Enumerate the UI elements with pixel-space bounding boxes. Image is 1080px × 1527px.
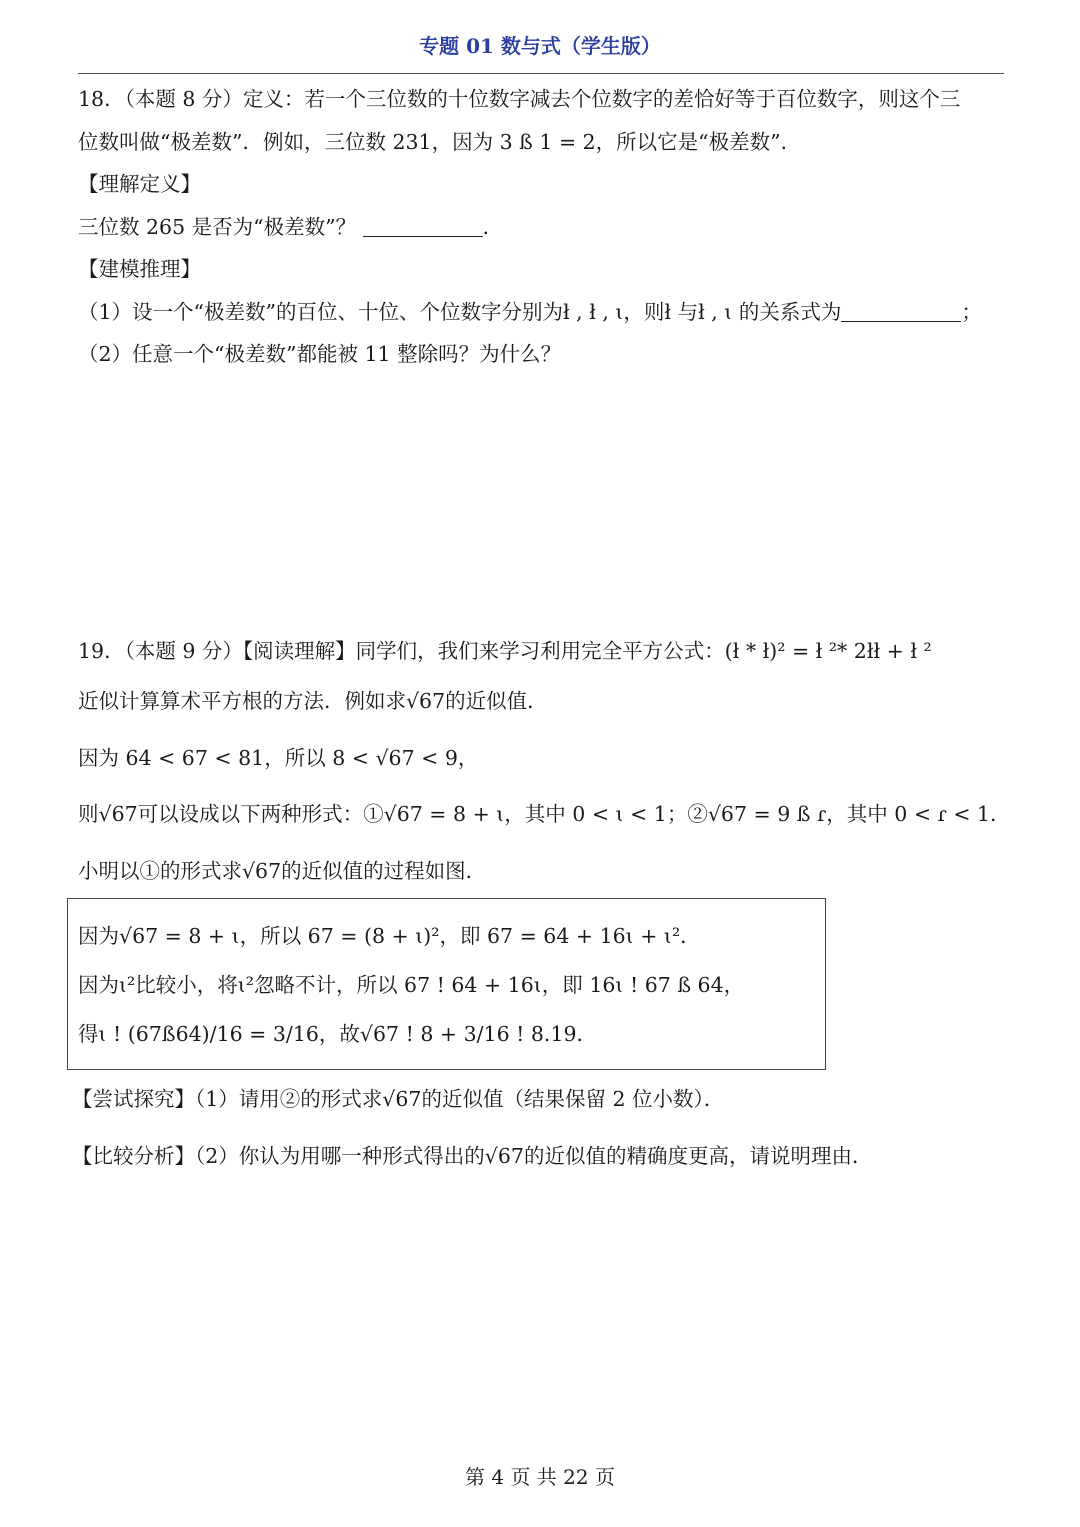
q18-section-model: 【建模推理】 [78, 257, 201, 281]
box-line2: 因为ɩ²比较小，将ɩ²忽略不计，所以 67 ! 64 + 16ɩ，即 16ɩ ! 67 ß 64， [78, 973, 745, 997]
q18-line2: 位数叫做“极差数”．例如，三位数 231，因为 3 ß 1 = 2，所以它是“极差数”． [78, 130, 802, 154]
q18-line1: 18．（本题 8 分）定义：若一个三位数的十位数字减去个位数字的差恰好等于百位数字，则这个三 [78, 87, 961, 111]
q18-sub1: （1）设一个“极差数”的百位、十位、个位数字分别为ł , ł , ɩ，则ł 与ł , ɩ 的关系式为 [78, 300, 842, 324]
header-divider [78, 73, 1004, 74]
q19-line4: 则√67可以设成以下两种形式：①√67 = 8 + ɩ，其中 0 < ɩ < 1；②√67 = 9 ß ɾ，其中 0 < ɾ < 1． [78, 802, 1011, 826]
box-line1: 因为√67 = 8 + ɩ，所以 67 = (8 + ɩ)²，即 67 = 64 + 16ɩ + ɩ²． [78, 924, 701, 948]
q19-line3: 因为 64 < 67 < 81，所以 8 < √67 < 9， [78, 746, 479, 770]
q18-line3 [78, 214, 503, 240]
q18-section-understand: 【理解定义】 [78, 172, 201, 196]
q19-line5: 小明以①的形式求√67的近似值的过程如图． [78, 859, 487, 883]
q18-sub2: （2）任意一个“极差数”都能被 11 整除吗？为什么？ [78, 342, 562, 366]
answer-blank[interactable] [363, 216, 483, 237]
box-line3: 得ɩ ! (67ß64)/16 = 3/16，故√67 ! 8 + 3/16 ! 8.19． [78, 1022, 598, 1046]
q19-line1: 19．（本题 9 分）【阅读理解】同学们，我们来学习利用完全平方公式：(ł * ł)² = ł ²* 2łł + ł ² [78, 639, 932, 663]
page-header-title: 专题 01 数与式（学生版） [419, 34, 661, 58]
q18-line4-end: ； [961, 300, 982, 324]
q19-line2: 近似计算算术平方根的方法．例如求√67的近似值． [78, 689, 548, 713]
q18-line3-end: ． [482, 215, 504, 239]
answer-blank[interactable] [841, 301, 961, 322]
q18-question: 三位数 265 是否为“极差数”？ [78, 215, 357, 239]
page-number: 第 4 页 共 22 页 [465, 1465, 615, 1489]
q18-line4 [78, 299, 982, 325]
q19-task2: 【比较分析】（2）你认为用哪一种形式得出的√67的近似值的精确度更高，请说明理由． [72, 1144, 873, 1168]
q19-task1: 【尝试探究】（1）请用②的形式求√67的近似值（结果保留 2 位小数）． [72, 1087, 725, 1111]
